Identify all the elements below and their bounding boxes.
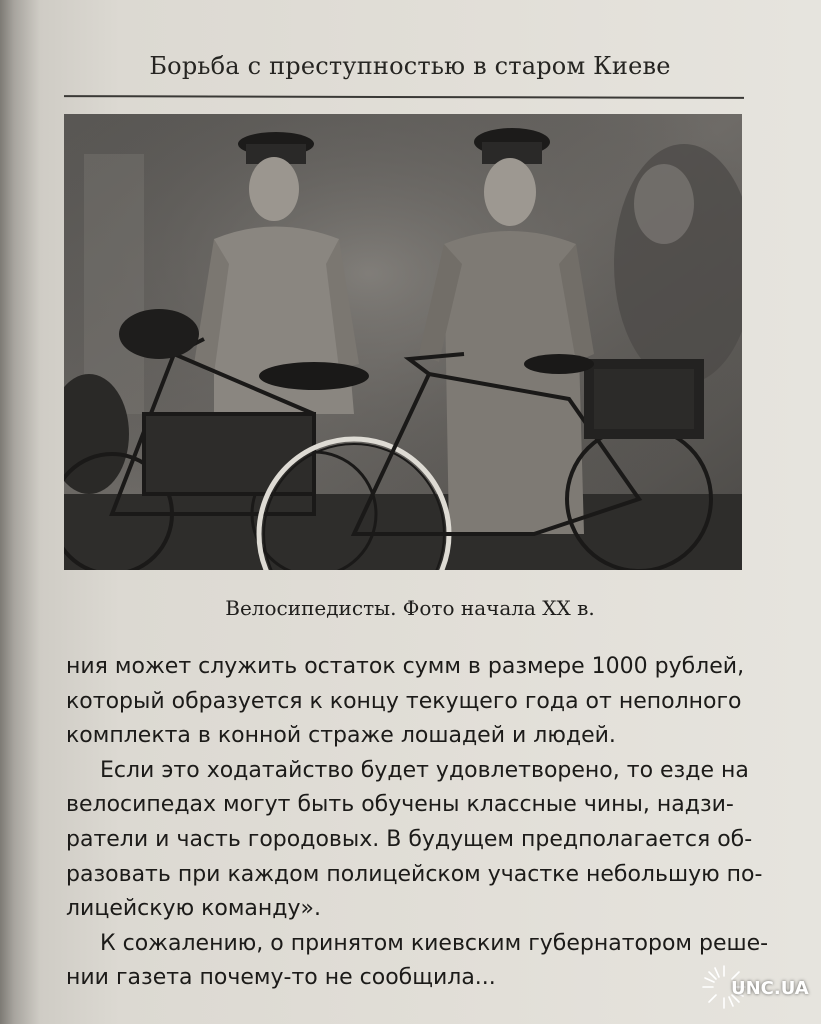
text-line: К сожалению, о принятом киевским губернатором реше- — [100, 930, 769, 956]
watermark — [701, 962, 811, 1012]
photo-cyclists — [64, 114, 742, 570]
text-line: Если это ходатайство будет удовлетворено, то езде на — [100, 757, 749, 783]
text-line: комплекта в конной страже лошадей и людей. — [66, 723, 616, 749]
text-line: лицейскую команду». — [66, 896, 321, 922]
text-line: велосипедах могут быть обучены классные чины, надзи- — [66, 792, 734, 818]
text-line: ратели и часть городовых. В будущем предполагается об- — [66, 826, 753, 852]
text-line: ния может служить остаток сумм в размере 1000 рублей, — [66, 654, 745, 679]
photo-image — [64, 114, 742, 570]
body-text — [66, 650, 769, 996]
text-line: который образуется к концу текущего года от неполного — [66, 688, 742, 714]
text-line: разовать при каждом полицейском участке небольшую по- — [66, 861, 763, 887]
running-head: Борьба с преступностью в старом Киеве — [149, 52, 671, 80]
photo-caption: Велосипедисты. Фото начала XX в. — [225, 596, 595, 620]
watermark-text: UNC.UA — [731, 978, 809, 999]
text-line: нии газета почему-то не сообщила... — [66, 965, 496, 991]
header-rule — [64, 95, 744, 99]
